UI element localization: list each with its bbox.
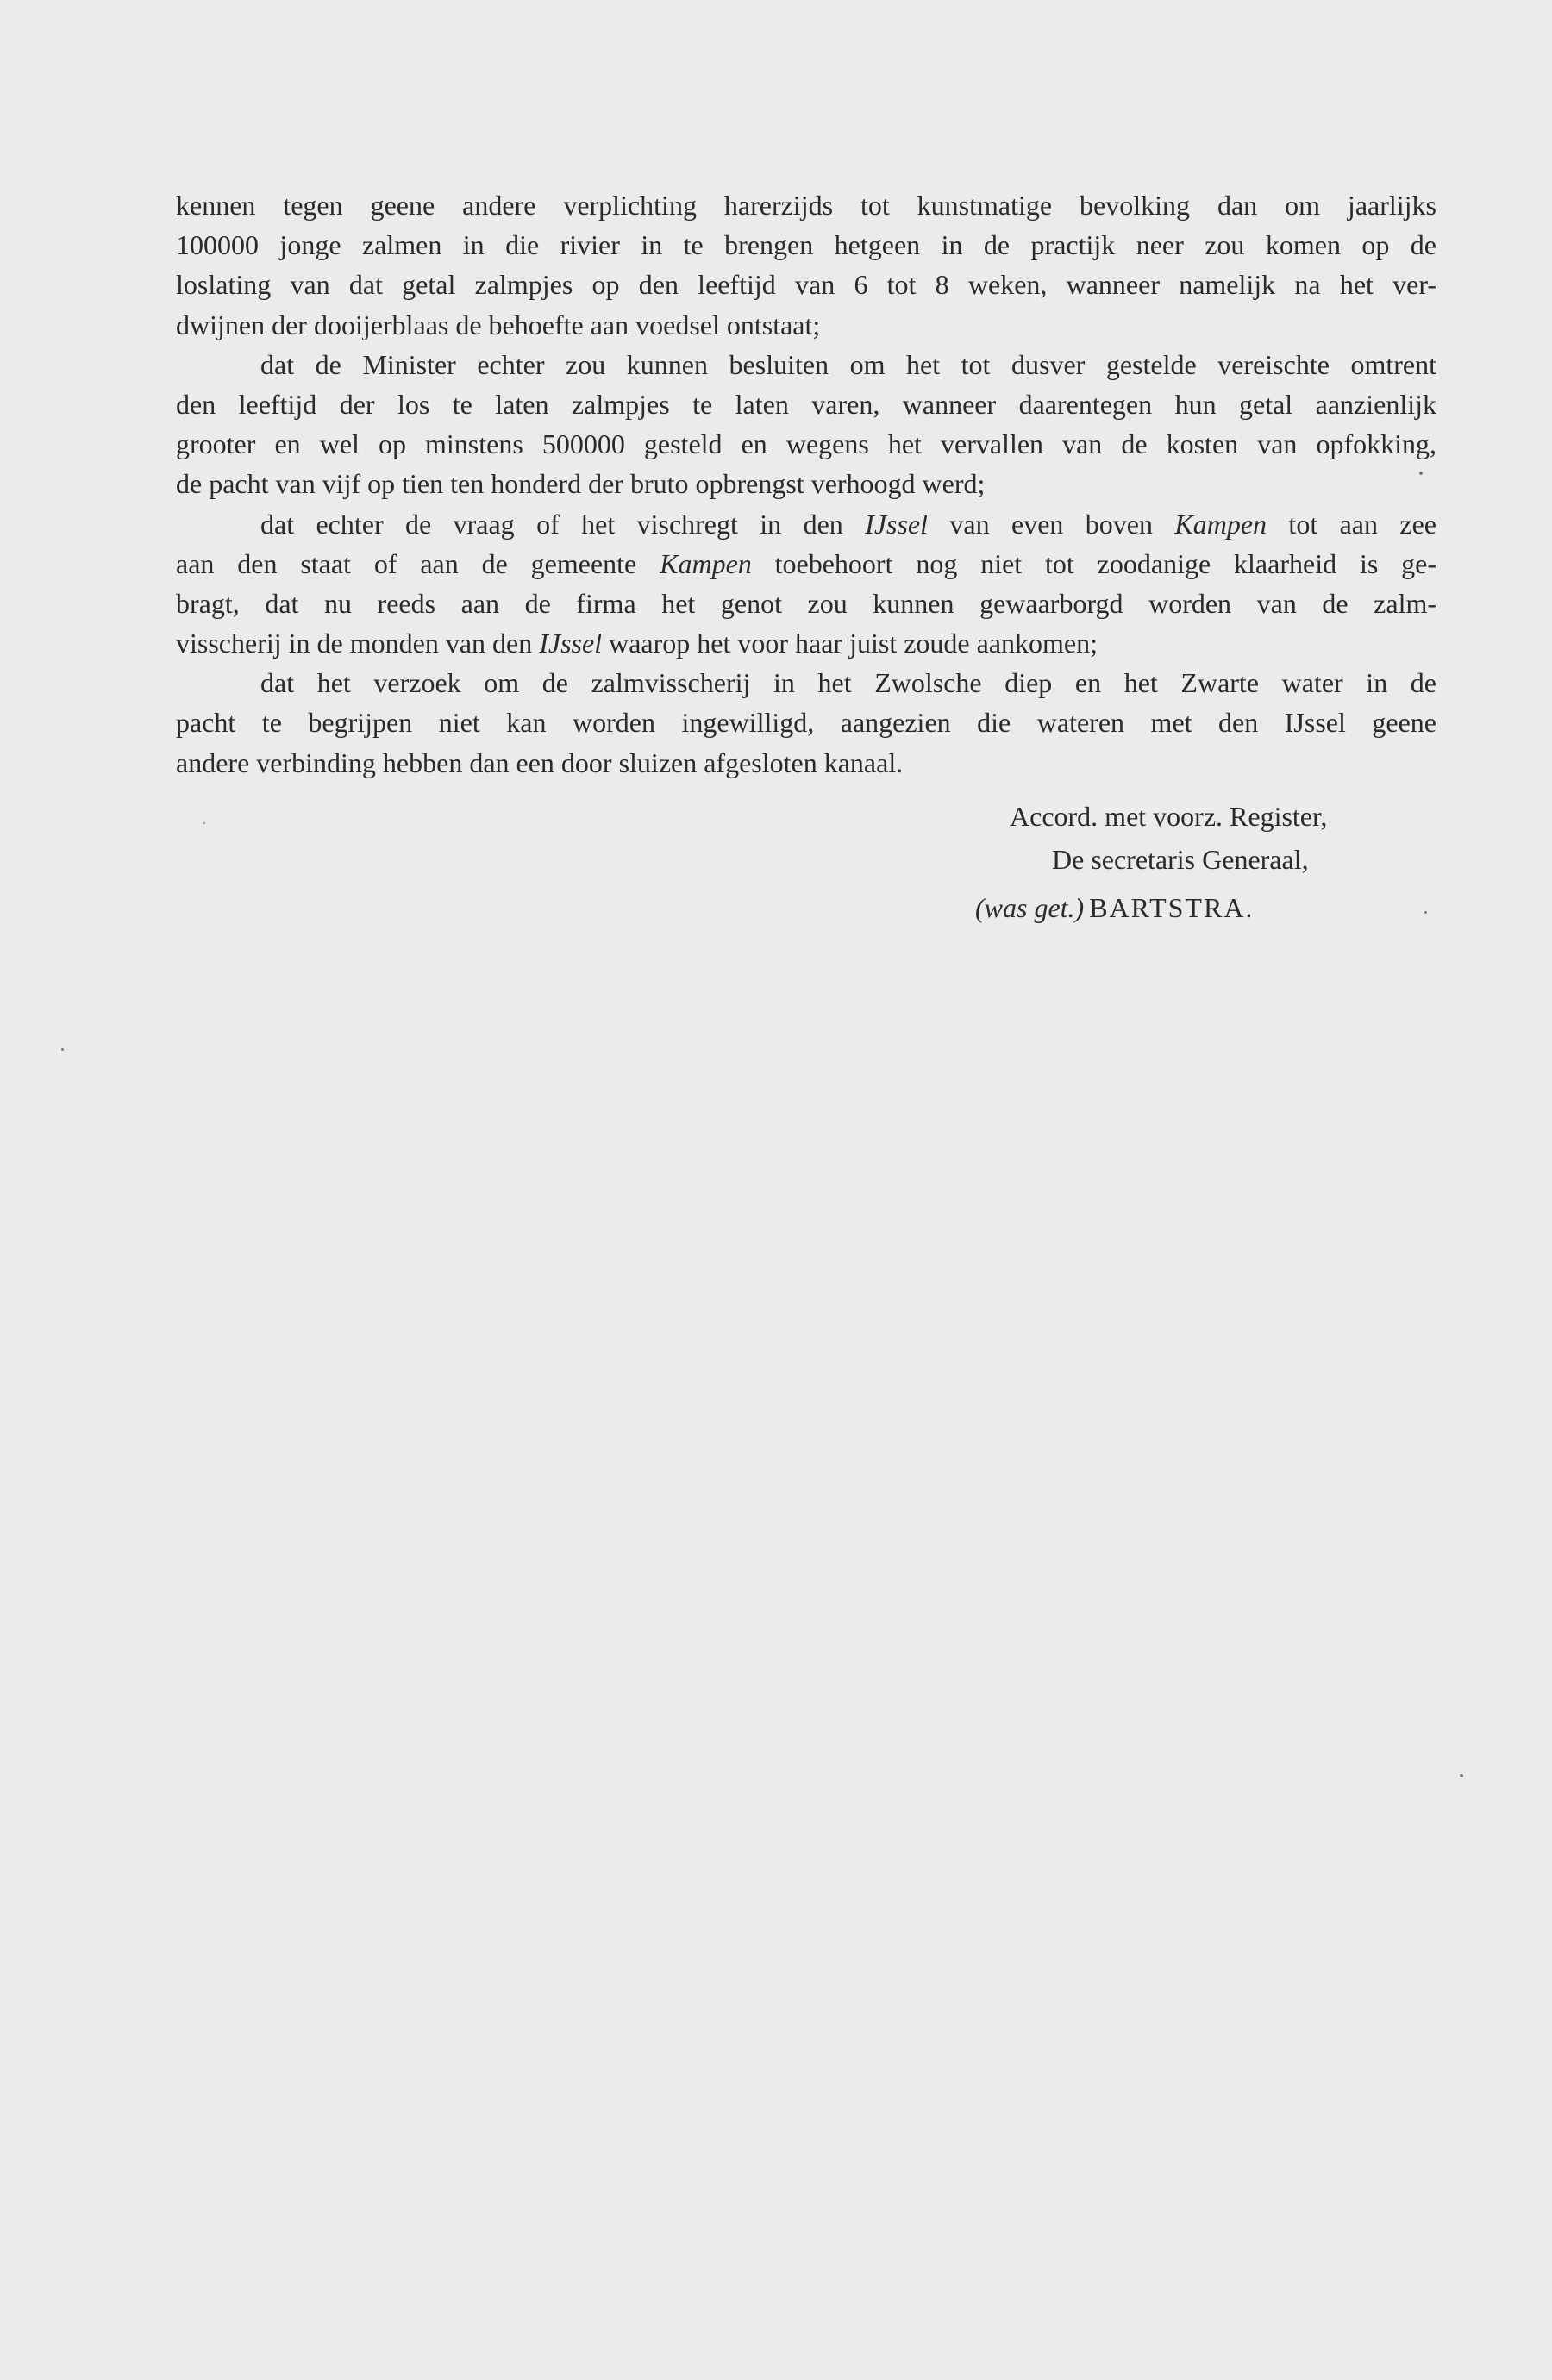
text-line: grooter en wel op minstens 500000 gesteld en wegens het vervallen van de kosten van opfokking, xyxy=(176,428,1436,460)
text-fragment: waarop het voor haar juist zoude aankomen; xyxy=(602,628,1098,659)
text-fragment: tot aan zee xyxy=(1267,508,1437,540)
paper-speck xyxy=(203,822,205,824)
paragraph-start-line: dat het verzoek om de zalmvisscherij in het Zwolsche diep en het Zwarte water in de xyxy=(260,667,1436,699)
certification-line: Accord. met voorz. Register, xyxy=(1010,801,1328,832)
place-name: IJssel xyxy=(539,628,603,659)
text-fragment: van even boven xyxy=(928,508,1175,540)
place-name: Kampen xyxy=(1174,508,1267,540)
paper-speck xyxy=(1419,472,1423,475)
text-fragment: aan den staat of aan de gemeente xyxy=(176,547,660,579)
text-line: 100000 jonge zalmen in die rivier in te brengen hetgeen in de practijk neer zou komen op de xyxy=(176,229,1436,261)
text-fragment: dat echter de vraag of het vischregt in den xyxy=(260,508,866,540)
text-line: kennen tegen geene andere verplichting harerzijds tot kunstmatige bevolking dan om jaarlijks xyxy=(176,190,1436,221)
paper-speck xyxy=(61,1048,64,1051)
paper-speck xyxy=(1424,911,1427,914)
text-line: andere verbinding hebben dan een door sluizen afgesloten kanaal. xyxy=(176,746,904,778)
text-line: pacht te begrijpen niet kan worden ingewilligd, aangezien die wateren met den IJssel geene xyxy=(176,707,1436,739)
text-fragment: visscherij in de monden van den xyxy=(176,628,540,659)
text-fragment: toebehoort nog niet tot zoodanige klaarheid is ge- xyxy=(751,547,1437,579)
signed-note: (was get.) xyxy=(975,892,1085,923)
signer-name: BARTSTRA. xyxy=(1089,892,1255,923)
text-line: de pacht van vijf op tien ten honderd der bruto opbrengst verhoogd werd; xyxy=(176,468,986,500)
text-line xyxy=(176,623,1436,663)
paper-speck xyxy=(1460,1774,1463,1777)
body-text xyxy=(176,185,1436,783)
text-line xyxy=(176,544,1436,584)
text-line: bragt, dat nu reeds aan de firma het genot zou kunnen gewaarborgd worden van de zalm- xyxy=(176,587,1436,619)
paragraph-start-line xyxy=(176,504,1436,544)
text-line: den leeftijd der los te laten zalmpjes te laten varen, wanneer daarentegen hun getal aanzienlijk xyxy=(176,388,1436,420)
signature-line xyxy=(975,888,1254,928)
place-name: IJssel xyxy=(865,508,929,540)
place-name: Kampen xyxy=(660,547,752,579)
paragraph-start-line: dat de Minister echter zou kunnen besluiten om het tot dusver gestelde vereischte omtrent xyxy=(260,348,1436,380)
text-line: loslating van dat getal zalmpjes op den leeftijd van 6 tot 8 weken, wanneer namelijk na het ver- xyxy=(176,269,1436,301)
text-line: dwijnen der dooijerblaas de behoefte aan voedsel ontstaat; xyxy=(176,309,821,340)
secretary-title: De secretaris Generaal, xyxy=(1052,844,1309,875)
